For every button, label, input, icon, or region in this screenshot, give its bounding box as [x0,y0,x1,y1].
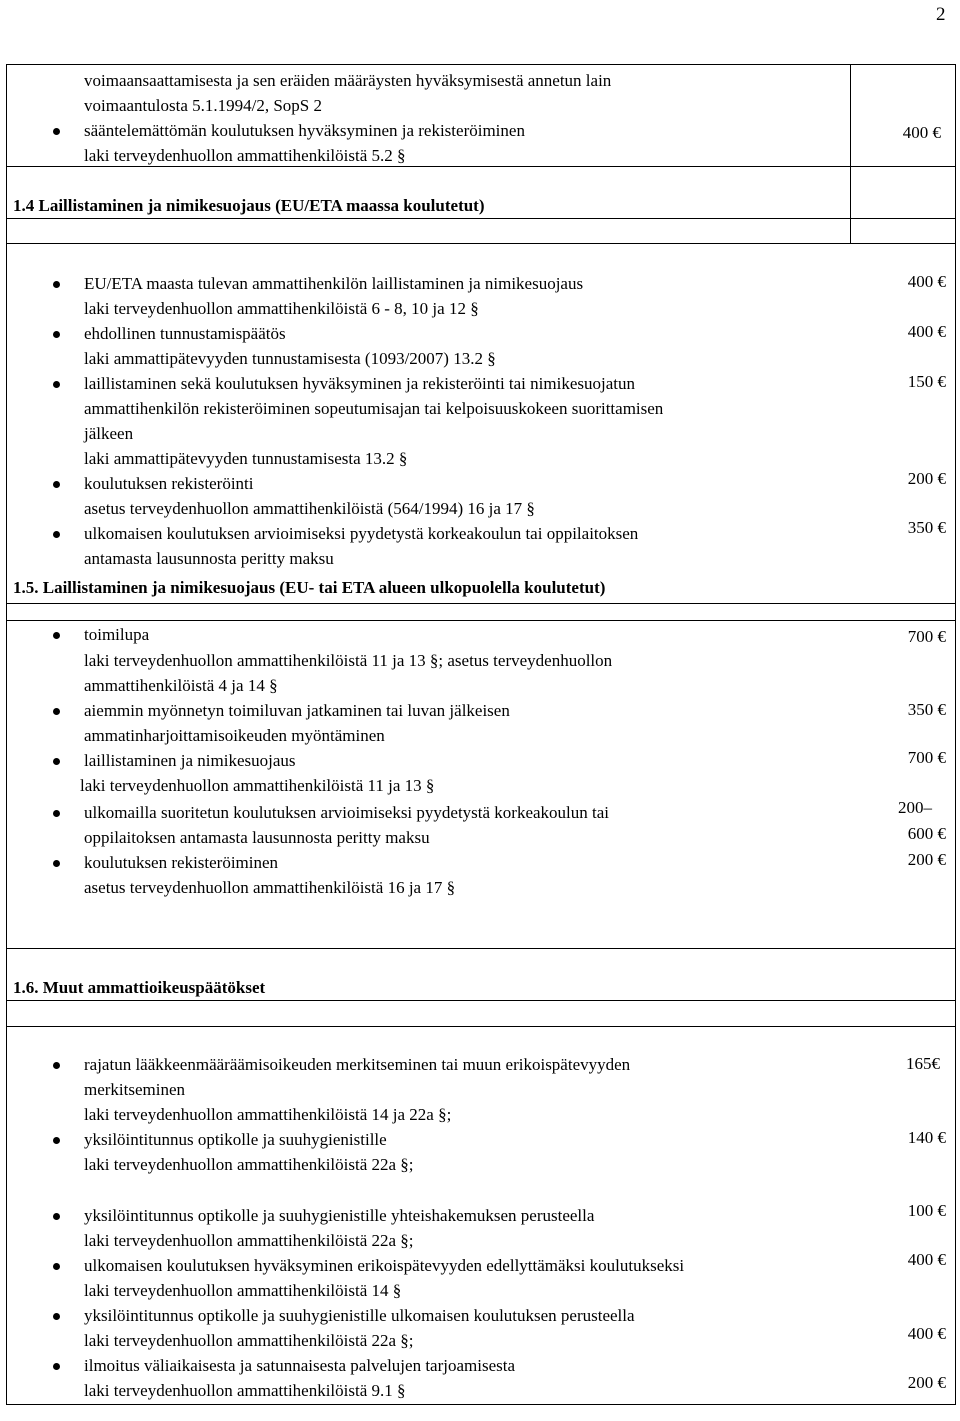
fee-amount: 200 € [907,850,946,869]
text-line: oppilaitoksen antamasta lausunnosta peritty maksu [84,828,430,847]
text-line: laki terveydenhuollon ammattihenkilöistä 22a §; [84,1331,414,1350]
text-line: asetus terveydenhuollon ammattihenkilöistä (564/1994) 16 ja 17 § [84,499,535,518]
fee-amount: 400 € [907,322,946,341]
text-line: ammatinharjoittamisoikeuden myöntäminen [84,726,385,745]
fee-amount: 150 € [907,372,946,391]
text-line: toimilupa [84,625,150,644]
fee-amount: 700 € [907,748,946,767]
text-line: ehdollinen tunnustamispäätös [84,324,286,343]
text-line: laillistaminen ja nimikesuojaus [84,751,296,770]
text-line: ammattihenkilön rekisteröiminen sopeutumisajan tai kelpoisuuskokeen suorittamisen [84,399,664,418]
bullet-icon [53,1213,60,1220]
bullet-icon [53,632,60,639]
text-line: laki terveydenhuollon ammattihenkilöistä 14 ja 22a §; [84,1105,452,1124]
bullet-icon [53,1313,60,1320]
text-line: laki terveydenhuollon ammattihenkilöistä 5.2 § [84,146,406,165]
text-line: laki terveydenhuollon ammattihenkilöistä 11 ja 13 §; asetus terveydenhuollon [84,651,613,670]
text-line: koulutuksen rekisteröiminen [84,853,279,872]
text-line: voimaansaattamisesta ja sen eräiden määräysten hyväksymisestä annetun lain [84,71,612,90]
table-border-top [6,64,956,65]
text-line: merkitseminen [84,1080,186,1099]
bullet-icon [53,381,60,388]
fee-amount: 350 € [907,518,946,537]
section-heading: 1.4 Laillistaminen ja nimikesuojaus (EU/ETA maassa koulutetut) [13,196,485,215]
table-border-right [955,64,956,1404]
text-line: antamasta lausunnosta peritty maksu [84,549,334,568]
text-line: laki terveydenhuollon ammattihenkilöistä 22a §; [84,1231,414,1250]
row-divider [6,620,956,621]
row-divider [6,948,956,949]
bullet-icon [53,1263,60,1270]
text-line: laillistaminen sekä koulutuksen hyväksyminen ja rekisteröinti tai nimikesuojatun [84,374,635,393]
text-line: laki terveydenhuollon ammattihenkilöistä 9.1 § [84,1381,406,1400]
table-border-bottom [6,1404,956,1405]
text-line: voimaantulosta 5.1.1994/2, SopS 2 [84,96,322,115]
text-line: yksilöintitunnus optikolle ja suuhygienistille ulkomaisen koulutuksen perusteella [84,1306,635,1325]
fee-amount: 400 € [907,1250,946,1269]
text-line: ulkomailla suoritetun koulutuksen arvioimiseksi pyydetystä korkeakoulun tai [84,803,610,822]
bullet-icon [53,531,60,538]
text-line: laki terveydenhuollon ammattihenkilöistä 6 - 8, 10 ja 12 § [84,299,479,318]
bullet-icon [53,281,60,288]
row-divider [6,166,956,167]
row-divider [6,1026,956,1027]
bullet-icon [53,128,60,135]
fee-amount: 200– [898,798,932,817]
section-heading: 1.6. Muut ammattioikeuspäätökset [13,978,266,997]
fee-amount: 350 € [907,700,946,719]
fee-amount: 700 € [907,627,946,646]
text-line: aiemmin myönnetyn toimiluvan jatkaminen tai luvan jälkeisen [84,701,510,720]
text-line: laki ammattipätevyyden tunnustamisesta 13.2 § [84,449,408,468]
text-line: EU/ETA maasta tulevan ammattihenkilön laillistaminen ja nimikesuojaus [84,274,584,293]
row-divider [6,243,956,244]
table-border-left [6,64,7,1404]
bullet-icon [53,481,60,488]
bullet-icon [53,1363,60,1370]
text-line: sääntelemättömän koulutuksen hyväksyminen ja rekisteröiminen [84,121,525,140]
fee-amount: 140 € [907,1128,946,1147]
bullet-icon [53,708,60,715]
text-line: laki terveydenhuollon ammattihenkilöistä 11 ja 13 § [80,776,435,795]
bullet-icon [53,860,60,867]
text-line: laki terveydenhuollon ammattihenkilöistä 22a §; [84,1155,414,1174]
fee-amount: 600 € [907,824,946,843]
text-line: yksilöintitunnus optikolle ja suuhygienistille [84,1130,387,1149]
row-divider [6,1000,956,1001]
bullet-icon [53,810,60,817]
bullet-icon [53,758,60,765]
page-number: 2 [936,4,946,25]
row-divider [6,218,956,219]
text-line: jälkeen [84,424,134,443]
text-line: ammattihenkilöistä 4 ja 14 § [84,676,278,695]
section-heading: 1.5. Laillistaminen ja nimikesuojaus (EU- tai ETA alueen ulkopuolella koulutetut) [13,578,606,597]
fee-amount: 165€ [906,1054,940,1073]
text-line: asetus terveydenhuollon ammattihenkilöistä 16 ja 17 § [84,878,456,897]
bullet-icon [53,1062,60,1069]
fee-amount: 100 € [907,1201,946,1220]
bullet-icon [53,331,60,338]
fee-amount: 400 € [907,272,946,291]
fee-amount: 200 € [907,469,946,488]
row-divider [6,603,956,604]
fee-amount: 400 € [902,123,941,142]
text-line: ulkomaisen koulutuksen arvioimiseksi pyydetystä korkeakoulun tai oppilaitoksen [84,524,639,543]
text-line: koulutuksen rekisteröinti [84,474,254,493]
text-line: rajatun lääkkeenmääräämisoikeuden merkitseminen tai muun erikoispätevyyden [84,1055,631,1074]
bullet-icon [53,1137,60,1144]
text-line: laki terveydenhuollon ammattihenkilöistä 14 § [84,1281,402,1300]
fee-amount: 400 € [907,1324,946,1343]
fee-amount: 200 € [907,1373,946,1392]
text-line: yksilöintitunnus optikolle ja suuhygienistille yhteishakemuksen perusteella [84,1206,595,1225]
text-line: ilmoitus väliaikaisesta ja satunnaisesta palvelujen tarjoamisesta [84,1356,516,1375]
text-line: laki ammattipätevyyden tunnustamisesta (1093/2007) 13.2 § [84,349,496,368]
amount-column-divider [850,64,851,244]
text-line: ulkomaisen koulutuksen hyväksyminen erikoispätevyyden edellyttämäksi koulutukseksi [84,1256,685,1275]
